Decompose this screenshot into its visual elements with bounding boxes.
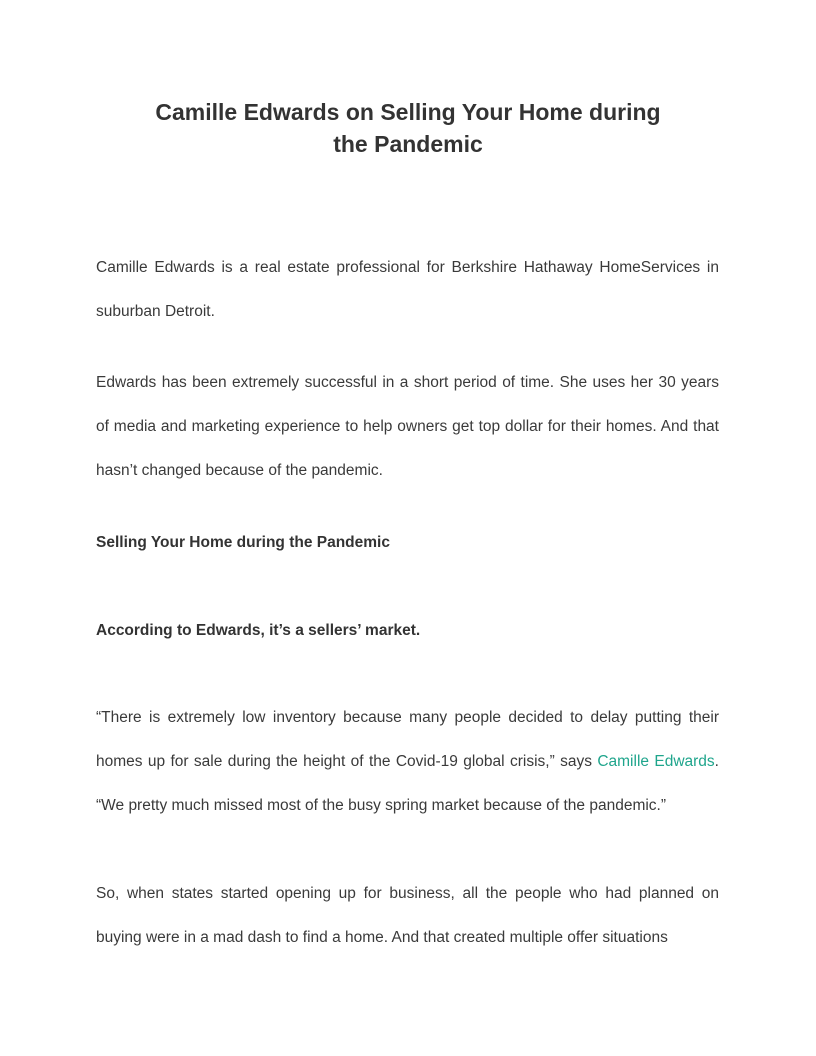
sellers-market-line: According to Edwards, it’s a sellers’ market. xyxy=(96,622,421,639)
title-line-2: the Pandemic xyxy=(333,131,483,157)
quote-paragraph xyxy=(96,696,719,828)
quote-text-start: “There is extremely low inventory because many people decided to delay putting their homes up for sale during the height of the Covid-19 global crisis,” says xyxy=(96,709,719,770)
section-heading: Selling Your Home during the Pandemic xyxy=(96,534,390,551)
intro-paragraph: Camille Edwards is a real estate professional for Berkshire Hathaway HomeServices in suburban Detroit. xyxy=(96,259,719,320)
experience-paragraph: Edwards has been extremely successful in a short period of time. She uses her 30 years of media and marketing experience to help owners get top dollar for their homes. And that hasn’t changed because of the pandemic. xyxy=(96,374,719,479)
closing-paragraph: So, when states started opening up for business, all the people who had planned on buying were in a mad dash to find a home. And that created multiple offer situations xyxy=(96,885,719,946)
title-line-1: Camille Edwards on Selling Your Home during xyxy=(155,99,661,125)
quote-text-end: . “We pretty much missed most of the busy spring market because of the pandemic.” xyxy=(96,753,719,814)
page-title xyxy=(140,96,676,160)
camille-edwards-link[interactable]: Camille Edwards xyxy=(597,753,715,770)
